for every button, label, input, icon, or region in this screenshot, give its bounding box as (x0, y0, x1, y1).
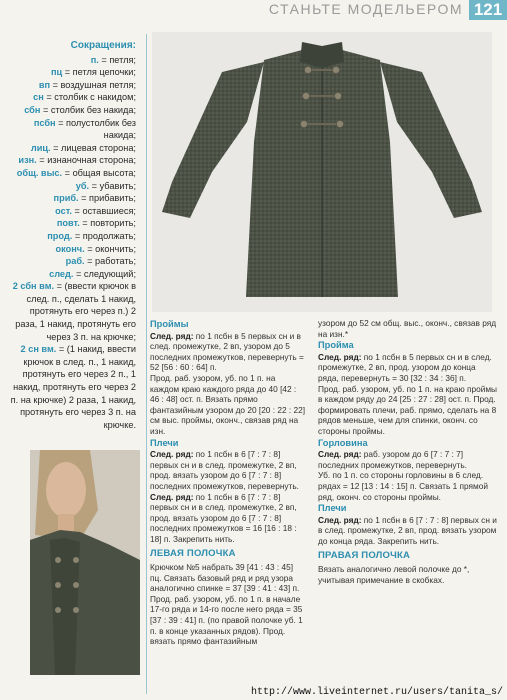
abbr-item: псбн = полустолбик без накида; (33, 117, 136, 141)
abbr-item: приб. = прибавить; (53, 193, 136, 204)
page-number: 121 (469, 0, 507, 20)
abbr-item: лиц. = лицевая сторона; (30, 142, 136, 153)
section-title-right-front: ПРАВАЯ ПОЛОЧКА (318, 550, 411, 562)
source-url: http://www.liveinternet.ru/users/tanita_s/ (250, 687, 503, 698)
header-title: СТАНЬТЕ МОДЕЛЬЕРОМ (268, 1, 463, 17)
instructions-column-2 (318, 318, 498, 585)
page-header (0, 0, 507, 22)
paragraph: След. ряд: раб. узором до 6 [7 : 7 : 7] последних промежутков, перевернуть. (318, 449, 467, 470)
abbreviations-title: Сокращения: (70, 40, 136, 51)
abbr-item: 2 сбн вм. = (ввести крючок в след. п., сделать 1 накид, протянуть его через п.) 2 раза, 1 накид, протянуть его через 3 п. на крючке; (12, 281, 136, 342)
abbr-item: уб. = убавить; (75, 180, 136, 191)
section-title-left-front: ЛЕВАЯ ПОЛОЧКА (150, 548, 236, 560)
abbr-item: общ. выс. = общая высота; (16, 167, 136, 178)
abbr-item: прод. = продолжать; (47, 230, 136, 241)
section-title-shoulders-2: Плечи (318, 503, 347, 514)
abbr-item: раб. = работать; (65, 256, 136, 267)
abbr-item: сн = столбик с накидом; (33, 92, 136, 103)
model-illustration (30, 450, 140, 675)
paragraph: Уб. по 1 п. со стороны горловины в 6 след. рядах = 12 [13 : 14 : 15] п. Связать 1 прямой ряд, оконч. со стороны проймы. (318, 470, 488, 502)
paragraph: След. ряд: по 1 псбн в 5 первых сн и в след. промежутке, 2 вп, узором до 5 последних промежутков, перевернуть = 52 [56 : 60 : 64] п. (150, 330, 304, 373)
abbreviations-list (6, 40, 136, 431)
paragraph: Прод. раб. узором, уб. по 1 п. на краю проймы в каждом ряду до 24 [25 : 27 : 28] ост. п. Прод. формировать плечи, раб. прямо, сделать на 8 рядов меньше, чем для спинки, оконч. со стороны проймы. (318, 383, 498, 436)
abbr-item: п. = петля; (90, 54, 136, 65)
instructions-column-1 (150, 318, 306, 647)
section-title-armhole: Пройма (318, 340, 354, 351)
section-title-neckline: Горловина (318, 437, 368, 448)
section-title-armholes: Проймы (150, 319, 189, 329)
paragraph: Прод. раб. узором, уб. по 1 п. на каждом краю каждого ряда до 40 [42 : 46 : 48] ост. п. Вязать прямо фантазийным узором до 20 [20 : 22 : 22] см выс. проймы, оконч., связав ряд на изн. (150, 372, 306, 436)
model-photo (30, 450, 140, 675)
paragraph: След. ряд: по 1 псбн в 5 первых сн и в след. промежутке, 2 вп, прод. узором до конца ряда, перевернуть = 30 [32 : 34 : 36] п. (318, 351, 492, 383)
abbr-item: оконч. = окончить; (55, 243, 136, 254)
column-divider (146, 34, 147, 694)
abbr-item: сбн = столбик без накида; (24, 104, 136, 115)
abbr-item: 2 сн вм. = (1 накид, ввести крючок в след. п., 1 накид, протянуть его через 2 п., 1 накид, протянуть его через 2 п. на крючке) 2 раза, 1 накид, протянуть его через 3 п. на крючке. (10, 344, 136, 430)
paragraph: Вязать аналогично левой полочке до *, учитывая примечание в скобках. (318, 564, 470, 585)
abbr-item: вп = воздушная петля; (38, 79, 136, 90)
section-title-shoulders: Плечи (150, 437, 179, 448)
abbr-item: пц = петля цепочки; (51, 67, 136, 78)
paragraph: Крючком №5 набрать 39 [41 : 43 : 45] пц. Связать базовый ряд и ряд узора аналогично спинке = 37 [39 : 41 : 43] п. Прод. раб. узором, уб. по 1 п. в начале 17-го ряда и 14-го после него ряда = 35 [37 : 39 : 41] п. (по правой полочке уб. 1 п. в конце указанных рядов). Прод. вязать прямо фантазийным (150, 562, 303, 647)
paragraph: След. ряд: по 1 псбн в 6 [7 : 7 : 8] первых сн и в след. промежутке, 2 вп, прод. вязать узором до 6 [7 : 7 : 8] последних промежутков, перевернуть. (150, 449, 299, 491)
abbr-item: ост. = оставшиеся; (55, 205, 136, 216)
cardigan-illustration (152, 32, 492, 312)
cardigan-photo (152, 32, 492, 312)
abbr-item: след. = следующий; (49, 268, 136, 279)
paragraph: узором до 52 см общ. выс., оконч., связав ряд на изн.* (318, 318, 497, 339)
abbr-item: изн. = изнаночная сторона; (18, 155, 136, 166)
paragraph: След. ряд: по 1 псбн в 6 [7 : 7 : 8] первых сн и в след. промежутке, 2 вп, прод. вязать узором до 6 [7 : 7 : 8] последних промежутков = 16 [16 : 18 : 18] п. Закрепить нить. (150, 491, 297, 544)
abbr-item: повт. = повторить; (56, 218, 136, 229)
paragraph: След. ряд: по 1 псбн в 6 [7 : 7 : 8] первых сн и в след. промежутке, 2 вп, прод. вязать узором до конца ряда. Закрепить нить. (318, 514, 497, 546)
